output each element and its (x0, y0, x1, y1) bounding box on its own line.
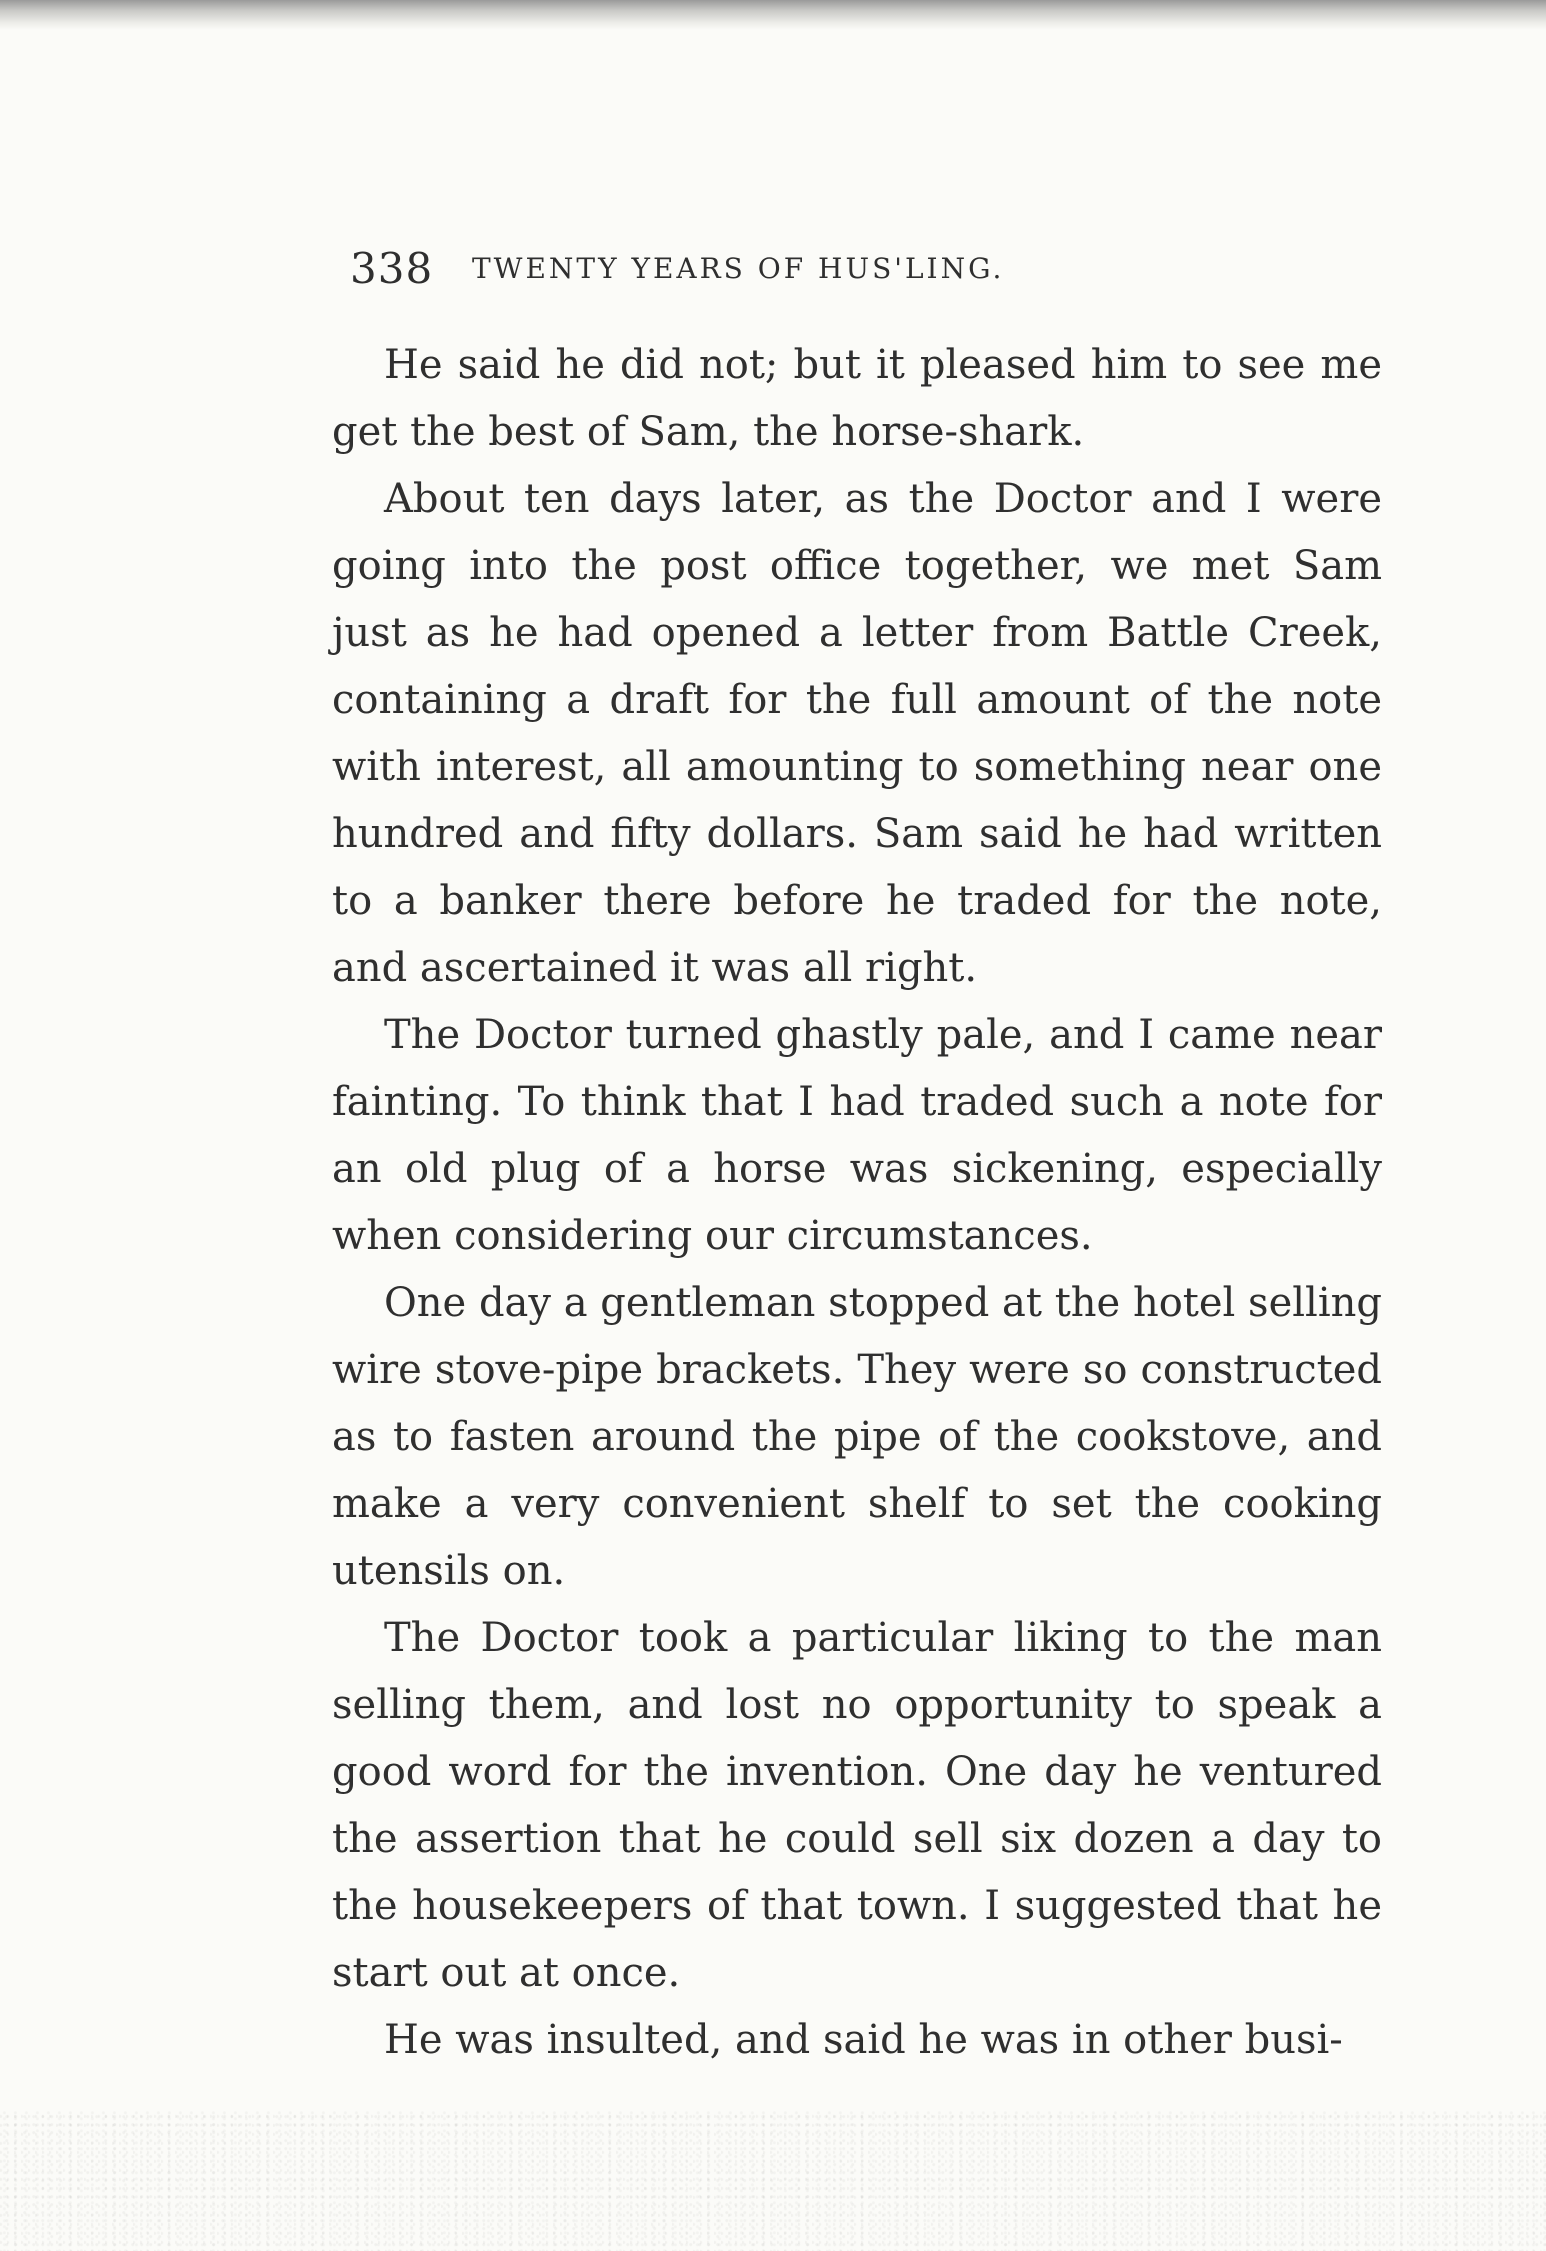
paragraph-3: The Doctor turned ghastly pale, and I came near fainting. To think that I had traded such a note for an old plug of a horse was sickening, especially when considering our circumstances. (332, 1012, 1382, 1259)
page-number: 338 (350, 244, 434, 293)
paper-speckle (0, 2111, 1546, 2251)
running-head (332, 232, 1382, 312)
paragraph-2: About ten days later, as the Doctor and I were going into the post office together, we met Sam just as he had opened a letter from Battle Creek, containing a draft for the full amount of the note with interest, all amounting to something near one hundred and fifty dollars. Sam said he had written to a banker there before he traded for the note, and ascertained it was all right. (332, 476, 1382, 991)
page-top-edge (0, 0, 1546, 30)
running-title: TWENTY YEARS OF HUS'LING. (472, 252, 1005, 285)
paragraph-4: One day a gentleman stopped at the hotel selling wire stove-pipe brackets. They were so constructed as to fasten around the pipe of the cookstove, and make a very convenient shelf to set the cooking utensils on. (332, 1280, 1382, 1594)
text-block (332, 232, 1382, 2074)
paragraph-6: He was insulted, and said he was in other busi- (384, 2017, 1343, 2063)
paragraph-1: He said he did not; but it pleased him to see me get the best of Sam, the horse-shark. (332, 342, 1382, 455)
paragraph-5: The Doctor took a particular liking to the man selling them, and lost no opportunity to speak a good word for the invention. One day he ventured the assertion that he could sell six dozen a day to the housekeepers of that town. I suggested that he start out at once. (332, 1615, 1382, 1996)
